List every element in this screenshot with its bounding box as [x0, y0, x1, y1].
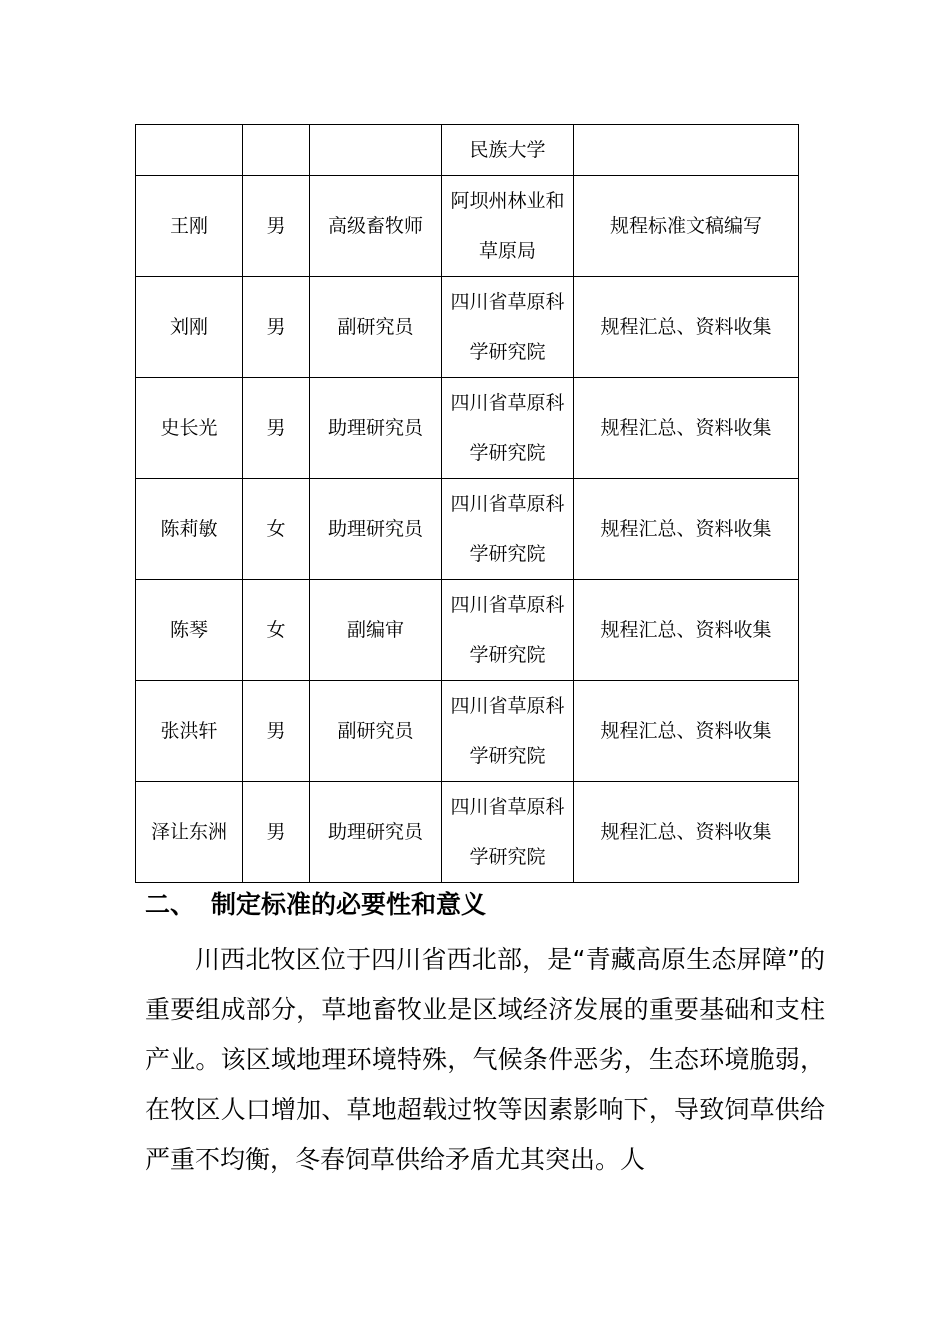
- title-cell: 副研究员: [310, 277, 442, 378]
- table-row: [136, 681, 799, 782]
- org-cell: 民族大学: [442, 125, 574, 176]
- name-cell: 陈琴: [136, 580, 243, 681]
- staff-table: [135, 124, 799, 883]
- table-row: [136, 782, 799, 883]
- org-cell: 四川省草原科学研究院: [442, 681, 574, 782]
- table-row: [136, 378, 799, 479]
- table-row: [136, 125, 799, 176]
- name-cell: 刘刚: [136, 277, 243, 378]
- org-cell: 四川省草原科学研究院: [442, 277, 574, 378]
- duty-cell: 规程标准文稿编写: [574, 176, 799, 277]
- gender-cell: 男: [243, 378, 310, 479]
- title-cell: 副研究员: [310, 681, 442, 782]
- org-cell: 四川省草原科学研究院: [442, 782, 574, 883]
- name-cell: 王刚: [136, 176, 243, 277]
- gender-cell: 男: [243, 176, 310, 277]
- name-cell: 史长光: [136, 378, 243, 479]
- duty-cell: [574, 125, 799, 176]
- gender-cell: 男: [243, 277, 310, 378]
- org-cell: 四川省草原科学研究院: [442, 378, 574, 479]
- name-cell: [136, 125, 243, 176]
- gender-cell: 女: [243, 479, 310, 580]
- table-row: [136, 479, 799, 580]
- name-cell: 泽让东洲: [136, 782, 243, 883]
- gender-cell: 男: [243, 782, 310, 883]
- duty-cell: 规程汇总、资料收集: [574, 580, 799, 681]
- title-cell: 助理研究员: [310, 782, 442, 883]
- gender-cell: 女: [243, 580, 310, 681]
- org-cell: 四川省草原科学研究院: [442, 479, 574, 580]
- table-row: [136, 277, 799, 378]
- title-cell: 助理研究员: [310, 479, 442, 580]
- name-cell: 张洪轩: [136, 681, 243, 782]
- title-cell: 高级畜牧师: [310, 176, 442, 277]
- title-cell: [310, 125, 442, 176]
- duty-cell: 规程汇总、资料收集: [574, 378, 799, 479]
- title-cell: 副编审: [310, 580, 442, 681]
- duty-cell: 规程汇总、资料收集: [574, 277, 799, 378]
- org-cell: 阿坝州林业和草原局: [442, 176, 574, 277]
- duty-cell: 规程汇总、资料收集: [574, 681, 799, 782]
- table-row: [136, 176, 799, 277]
- gender-cell: 男: [243, 681, 310, 782]
- duty-cell: 规程汇总、资料收集: [574, 782, 799, 883]
- table-row: [136, 580, 799, 681]
- section-number: 二、: [145, 890, 196, 919]
- section-paragraph: 川西北牧区位于四川省西北部，是“青藏高原生态屏障”的重要组成部分，草地畜牧业是区域经济发展的重要基础和支柱产业。该区域地理环境特殊，气候条件恶劣，生态环境脆弱，在牧区人口增加、草地超载过牧等因素影响下，导致饲草供给严重不均衡，冬春饲草供给矛盾尤其突出。人: [145, 945, 825, 1174]
- duty-cell: 规程汇总、资料收集: [574, 479, 799, 580]
- name-cell: 陈莉敏: [136, 479, 243, 580]
- gender-cell: [243, 125, 310, 176]
- org-cell: 四川省草原科学研究院: [442, 580, 574, 681]
- title-cell: 助理研究员: [310, 378, 442, 479]
- section-title: 制定标准的必要性和意义: [211, 890, 487, 919]
- section-heading: [145, 885, 486, 925]
